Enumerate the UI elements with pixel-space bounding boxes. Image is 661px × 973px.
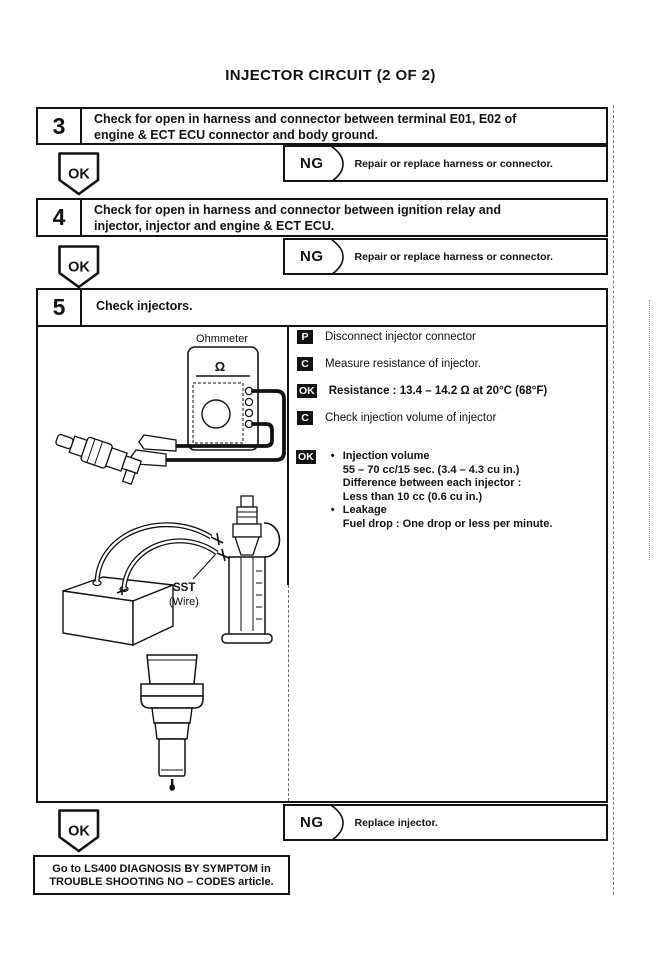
procedure-row (297, 411, 496, 425)
ng-bracket-icon (329, 239, 347, 275)
step-4-ok-connector (56, 244, 102, 290)
spec-line: 55 – 70 cc/15 sec. (3.4 – 4.3 cu in.) (342, 463, 520, 476)
ohmmeter-diagram (50, 330, 290, 490)
injector-on-cylinder-drawing (222, 496, 280, 643)
ok-spec-block (296, 450, 552, 531)
ohmmeter-label: Ohmmeter (196, 333, 248, 345)
ok-label: OK (68, 823, 90, 840)
step-5-box (36, 288, 608, 803)
ok-label: OK (68, 166, 90, 183)
ok-pentagon-icon (56, 244, 102, 290)
step-4-box (36, 198, 608, 237)
step-4-ng-box (283, 238, 608, 275)
fuel-drop-icon (169, 779, 175, 791)
spec-item-title: • Leakage (330, 504, 553, 518)
ng-bracket-icon (329, 146, 347, 182)
injector-drawing (51, 427, 143, 485)
step-4-line-1: Check for open in harness and connector between ignition relay and (94, 203, 502, 217)
spec-item-title: • Injection volume (330, 450, 553, 464)
sst-label: SST (173, 582, 196, 594)
ohm-symbol: Ω (214, 359, 226, 374)
resistance-spec-text: Resistance : 13.4 – 14.2 Ω at 20°C (68°F) (328, 385, 548, 397)
procedure-text: Check injection volume of injector (325, 412, 497, 424)
step-5-number: 5 (38, 290, 82, 325)
step-4-ng-action: Repair or replace harness or connector. (354, 250, 553, 263)
step-5-ng-box (283, 804, 608, 841)
spec-line: Difference between each injector : (342, 477, 522, 489)
step-5-title: Check injectors. (96, 299, 193, 313)
ok-badge: OK (298, 451, 314, 463)
step-3-number: 3 (38, 109, 82, 143)
ng-label: NG (300, 814, 324, 831)
next-step-line-2: TROUBLE SHOOTING NO – CODES article. (49, 876, 274, 888)
page-title: INJECTOR CIRCUIT (2 OF 2) (225, 67, 436, 84)
step-3-line-1: Check for open in harness and connector between terminal E01, E02 of (94, 112, 517, 126)
step-3-line-2: engine & ECT ECU connector and body ground. (94, 127, 379, 142)
step-5-ok-connector (56, 808, 102, 854)
procedure-row (297, 330, 476, 344)
step-4-text (82, 200, 606, 235)
injector-nozzle-drawing (141, 655, 203, 776)
step-4-number: 4 (38, 200, 82, 235)
next-step-line-1: Go to LS400 DIAGNOSIS BY SYMPTOM in (52, 863, 271, 875)
sst-wire-label: (Wire) (169, 596, 199, 608)
ok-pentagon-icon (56, 808, 102, 854)
check-badge: C (297, 357, 313, 371)
step-5-ng-action: Replace injector. (354, 816, 438, 829)
step-3-box (36, 107, 608, 145)
sst-wires (97, 525, 229, 587)
ok-label: OK (68, 259, 90, 276)
battery-drawing (63, 577, 173, 645)
ng-bracket-icon (329, 805, 347, 841)
ok-badge: OK (299, 385, 315, 397)
sst-injection-volume-diagram (45, 493, 285, 648)
procedure-row (297, 384, 547, 398)
scan-artifact-edge (613, 105, 614, 895)
sst-leader-line (193, 555, 215, 579)
scan-artifact-specks (649, 300, 650, 560)
step-3-ng-action: Repair or replace harness or connector. (354, 157, 553, 170)
injector-leakage-diagram (95, 650, 245, 792)
procedure-text: Disconnect injector connector (325, 331, 476, 343)
step-4-line-2: injector, injector and engine & ECT ECU. (94, 218, 335, 233)
step-3-ng-box (283, 145, 608, 182)
spec-line: Fuel drop : One drop or less per minute. (342, 517, 553, 530)
ok-pentagon-icon (56, 151, 102, 197)
procedure-row (297, 357, 481, 371)
spec-line: Less than 10 cc (0.6 cu in.) (342, 490, 483, 503)
test-probe (139, 435, 176, 451)
procedure-text: Measure resistance of injector. (325, 358, 481, 370)
step-5-header (38, 290, 606, 327)
column-divider-lower (288, 585, 289, 801)
spec-list (330, 450, 553, 531)
step-3-text (82, 109, 606, 143)
check-badge: C (297, 411, 313, 425)
prepare-badge: P (297, 330, 313, 344)
step-3-ok-connector (56, 151, 102, 197)
next-step-box (33, 855, 290, 895)
ng-label: NG (300, 155, 324, 172)
ng-label: NG (300, 248, 324, 265)
